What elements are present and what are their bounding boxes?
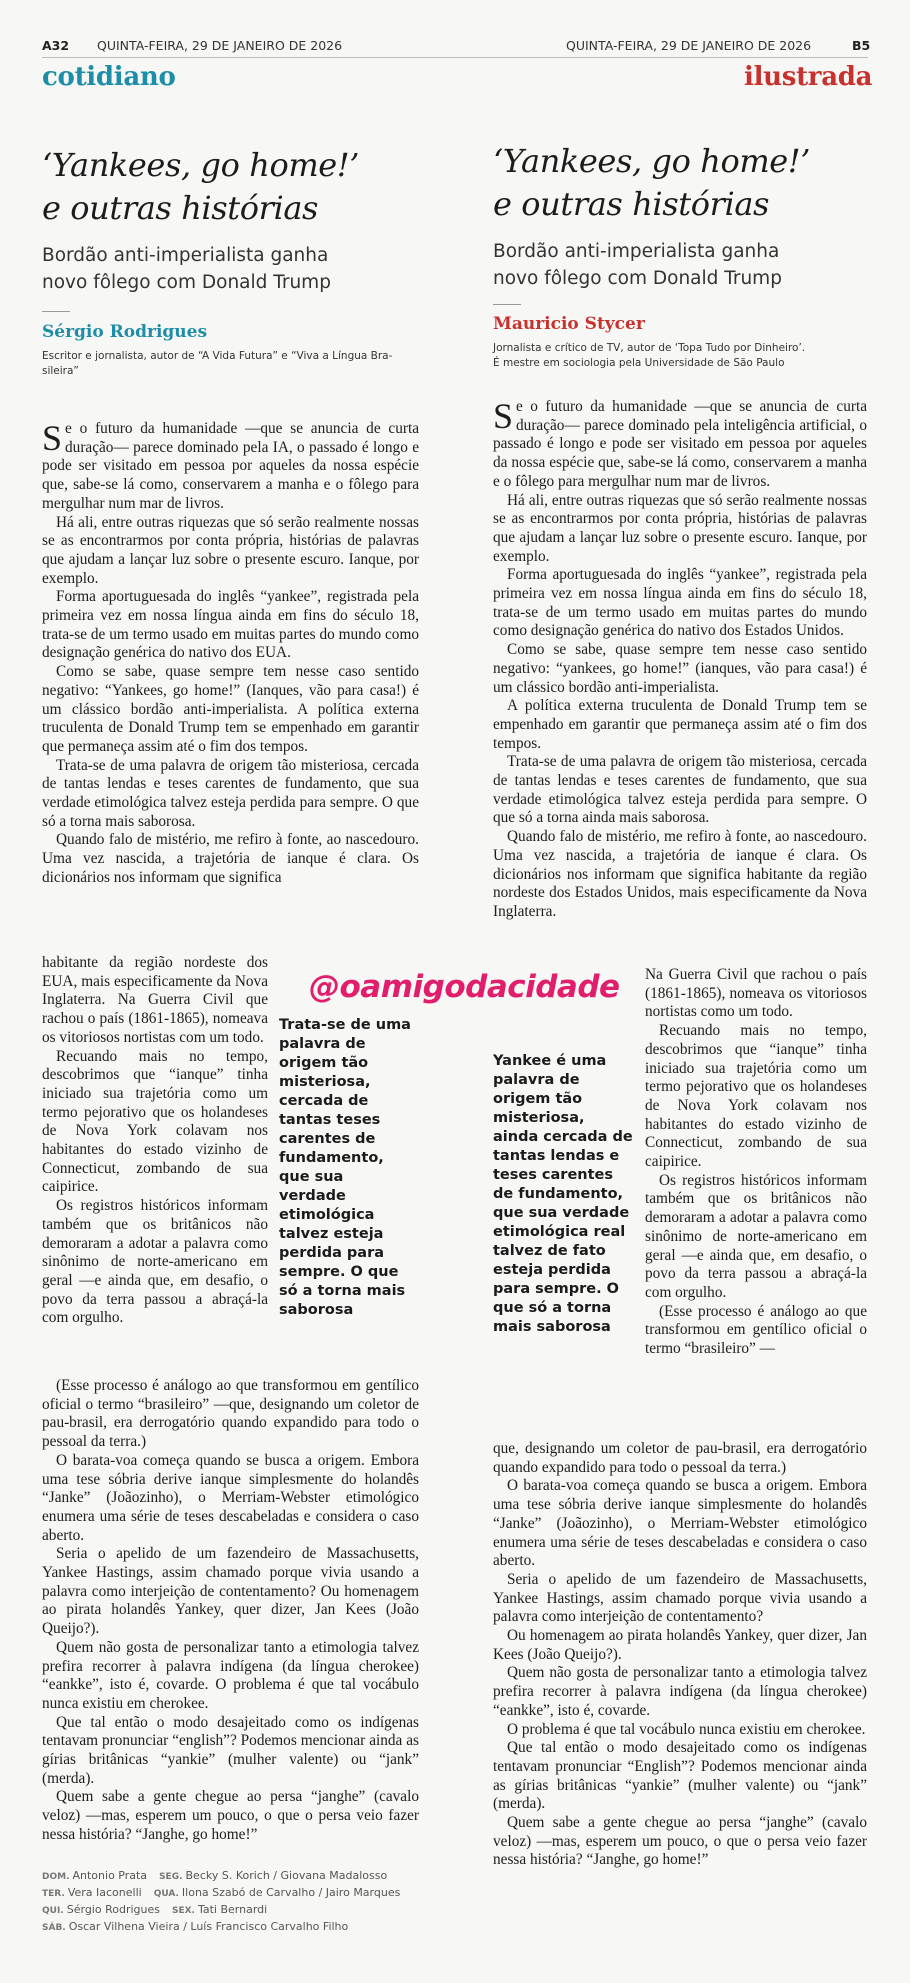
- columnists-credits: DOM. Antonio Prata SEG. Becky S. Korich / Giovana Madalosso TER. Vera Iaconelli QUA. Ilona Szabó de Carvalho / Jairo Marques QUI. Sérgio Rodrigues SEX. Tati Bernardi SÁB. Oscar Vilhena Vieira / Luís Francisco Carvalho Filho: [42, 1869, 401, 1933]
- page-number-left: A32: [42, 38, 70, 53]
- article-body-right-narrow: Na Guerra Civil que rachou o país (1861-1865), nomeava os vitoriosos nortistas como um todo. Recuando mais no tempo, descobrimos que “ianque” tinha iniciado sua trajetória como um termo pejorativo que os holandeses de Nova York colavam nos habitantes do estado vizinho de Connecticut, zombando de sua caipirice. Os registros históricos informam também que os britânicos não demoraram a adotar a palavra como sinônimo de norte-americano em geral —e ainda que, em desafio, o povo da terra passou a abraçá-la com orgulho. (Esse processo é análogo ao que transformou em gentílico oficial o termo “brasileiro” —: [645, 966, 867, 1358]
- section-title-left: cotidiano: [42, 62, 176, 92]
- author-name-right: Mauricio Stycer: [493, 314, 645, 334]
- date-left: QUINTA-FEIRA, 29 DE JANEIRO DE 2026: [97, 38, 343, 53]
- article-body-left-bottom: (Esse processo é análogo ao que transformou em gentílico oficial o termo “brasileiro” —que, designando um coletor de pau-brasil, era derrogatório quando expandido para todo o pessoal da terra.) O barata-voa começa quando se busca a origem. Embora uma tese sóbria derive ianque simplesmente do holandês “Janke” (Joãozinho), o Merriam-Webster etimológico enumera uma série de teses descabeladas e considera o caso aberto. Seria o apelido de um fazendeiro de Massachusetts, Yankee Hastings, assim chamado porque vivia usando a palavra como interjeição de contentamento? Ou homenagem ao pirata holandês Yankey, quer dizer, Jan Kees (João Queijo?). Quem não gosta de personalizar tanto a etimologia talvez prefira recorrer à palavra indígena (da língua cherokee) “eankke”, isto é, covarde. O problema é que tal vocábulo nunca existiu em cherokee. Que tal então o modo desajeitado como os indígenas tentavam pronunciar “english”? Podemos mencionar ainda as gírias britânicas “yankie” (mulher valente) ou “jank” (merda). Quem sabe a gente chegue ao persa “janghe” (cavalo veloz) —mas, esperem um pouco, o que o persa veio fazer nessa história? “Janghe, go home!”: [42, 1377, 419, 1843]
- author-bio-right: Jornalista e crítico de TV, autor de ‘Topa Tudo por Dinheiro’. É mestre em sociologia pela Universidade de São Paulo: [493, 342, 806, 369]
- article-title-left: ‘Yankees, go home!’ e outras histórias: [42, 146, 360, 227]
- article-body-right-top: Se o futuro da humanidade —que se anuncia de curta duração— parece dominado pela inteligência artificial, o passado é longo e pode ser visitado em pessoa por aqueles da nossa espécie que, sabe-se lá como, conservarem a manha e o fôlego para mergulhar num mar de livros. Há ali, entre outras riquezas que só serão realmente nossas se as encontrarmos por conta própria, histórias de palavras que ajudam a lançar luz sobre o presente escuro. Ianque, por exemplo. Forma aportuguesada do inglês “yankee”, registrada pela primeira vez em nossa língua ainda em fins do século 18, trata-se de um termo usado em muitas partes do mundo como designação genérica do nativo dos Estados Unidos. Como se sabe, quase sempre tem nesse caso sentido negativo: “yankees, go home!” (ianques, vão para casa!) é um clássico bordão anti-imperialista. A política externa truculenta de Donald Trump tem se empenhado em garantir que permaneça assim até o fim dos tempos. Trata-se de uma palavra de origem tão misteriosa, cercada de tantas lendas e teses carentes de fundamento, que sua verdade etimológica talvez esteja perdida para sempre. O que só a torna ainda mais saborosa. Quando falo de mistério, me refiro à fonte, ao nascedouro. Uma vez nascida, a trajetória de ianque é clara. Os dicionários nos informam que significa habitante da região nordeste dos Estados Unidos, mais especificamente da Nova Inglaterra.: [493, 396, 867, 920]
- date-right: QUINTA-FEIRA, 29 DE JANEIRO DE 2026: [566, 38, 812, 53]
- article-body-left-top: Se o futuro da humanidade —que se anuncia de curta duração— parece dominado pela IA, o passado é longo e pode ser visitado em pessoa por aqueles da nossa espécie que, sabe-se lá como, conservarem a manha e o fôlego para mergulhar num mar de livros. Há ali, entre outras riquezas que só serão realmente nossas se as encontrarmos por conta própria, histórias de palavras que ajudam a lançar luz sobre o presente escuro. Ianque, por exemplo. Forma aportuguesada do inglês “yankee”, registrada pela primeira vez em nossa língua ainda em fins do século 18, trata-se de um termo usado em muitas partes do mundo como designação genérica do nativo dos EUA. Como se sabe, quase sempre tem nesse caso sentido negativo: “Yankees, go home!” (Ianques, vão para casa!) é um clássico bordão anti-imperialista. A política externa truculenta de Donald Trump tem se empenhado em garantir que permaneça assim até o fim dos tempos. Trata-se de uma palavra de origem tão misteriosa, cercada de tantas lendas e teses carentes de fundamento, que sua verdade etimológica talvez esteja perdida para sempre. O que só a torna mais saborosa. Quando falo de mistério, me refiro à fonte, ao nascedouro. Uma vez nascida, a trajetória de ianque é clara. Os dicionários nos informam que significa: [42, 418, 419, 886]
- article-body-left-narrow: habitante da região nordeste dos EUA, mais especificamente da Nova Inglaterra. Na Guerra Civil que rachou o país (1861-1865), nomeava os vitoriosos nortistas com um todo. Recuando mais no tempo, descobrimos que “ianque” tinha iniciado sua trajetória como um termo pejorativo que os holandeses de Nova York colavam nos habitantes do estado vizinho de Connecticut, zombando de sua caipirice. Os registros históricos informam também que os britânicos não demoraram a adotar a palavra como sinônimo de norte-americano em geral —e ainda que, em desafio, o povo da terra passou a abraçá-la com orgulho.: [42, 954, 268, 1327]
- author-name-left: Sérgio Rodrigues: [42, 322, 208, 342]
- article-body-right-bottom: que, designando um coletor de pau-brasil, era derrogatório quando expandido para todo o pessoal da terra.) O barata-voa começa quando se busca a origem. Embora uma tese sóbria derive ianque simplesmente do holandês “Janke” (Joãozinho), o Merriam-Webster etimológico enumera uma série de teses descabeladas e considera o caso aberto. Seria o apelido de um fazendeiro de Massachusetts, Yankee Hastings, assim chamado porque vivia usando a palavra como interjeição de contentamento? Ou homenagem ao pirata holandês Yankey, quer dizer, Jan Kees (João Queijo?). Quem não gosta de personalizar tanto a etimologia talvez prefira recorrer à palavra indígena (da língua cherokee) “eankke”, isto é, covarde. O problema é que tal vocábulo nunca existiu em cherokee. Que tal então o modo desajeitado como os indígenas tentavam pronunciar “English”? Podemos mencionar ainda as gírias britânicas “yankie” (mulher valente) ou “jank” (merda). Quem sabe a gente chegue ao persa “janghe” (cavalo veloz) —mas, esperem um pouco, o que o persa veio fazer nessa história? “Janghe, go home!”: [493, 1440, 867, 1869]
- article-subtitle-left: Bordão anti-imperialista ganha novo fôlego com Donald Trump: [42, 245, 331, 293]
- section-title-right: ilustrada: [744, 62, 873, 92]
- author-rule-left: [42, 311, 70, 312]
- header-rule: [42, 57, 868, 58]
- watermark: @oamigodacidade: [309, 969, 620, 1005]
- article-title-right: ‘Yankees, go home!’ e outras histórias: [493, 142, 811, 223]
- author-rule-right: [493, 304, 521, 305]
- author-bio-left: Escritor e jornalista, autor de “A Vida Futura” e “Viva a Língua Bra- sileira”: [42, 350, 393, 377]
- dropcap-left: S: [42, 418, 63, 458]
- article-subtitle-right: Bordão anti-imperialista ganha novo fôlego com Donald Trump: [493, 241, 782, 289]
- page-number-right: B5: [852, 38, 871, 53]
- pullquote-right: Yankee é uma palavra de origem tão misteriosa, ainda cercada de tantas lendas e teses carentes de fundamento, que sua verdade etimológica real talvez de fato esteja perdida para sempre. O que só a torna mais saborosa: [493, 1053, 633, 1335]
- dropcap-right: S: [493, 396, 514, 436]
- pullquote-left: Trata-se de uma palavra de origem tão misteriosa, cercada de tantas teses carentes de fundamento, que sua verdade etimológica talvez esteja perdida para sempre. O que só a torna mais saborosa: [279, 1017, 411, 1318]
